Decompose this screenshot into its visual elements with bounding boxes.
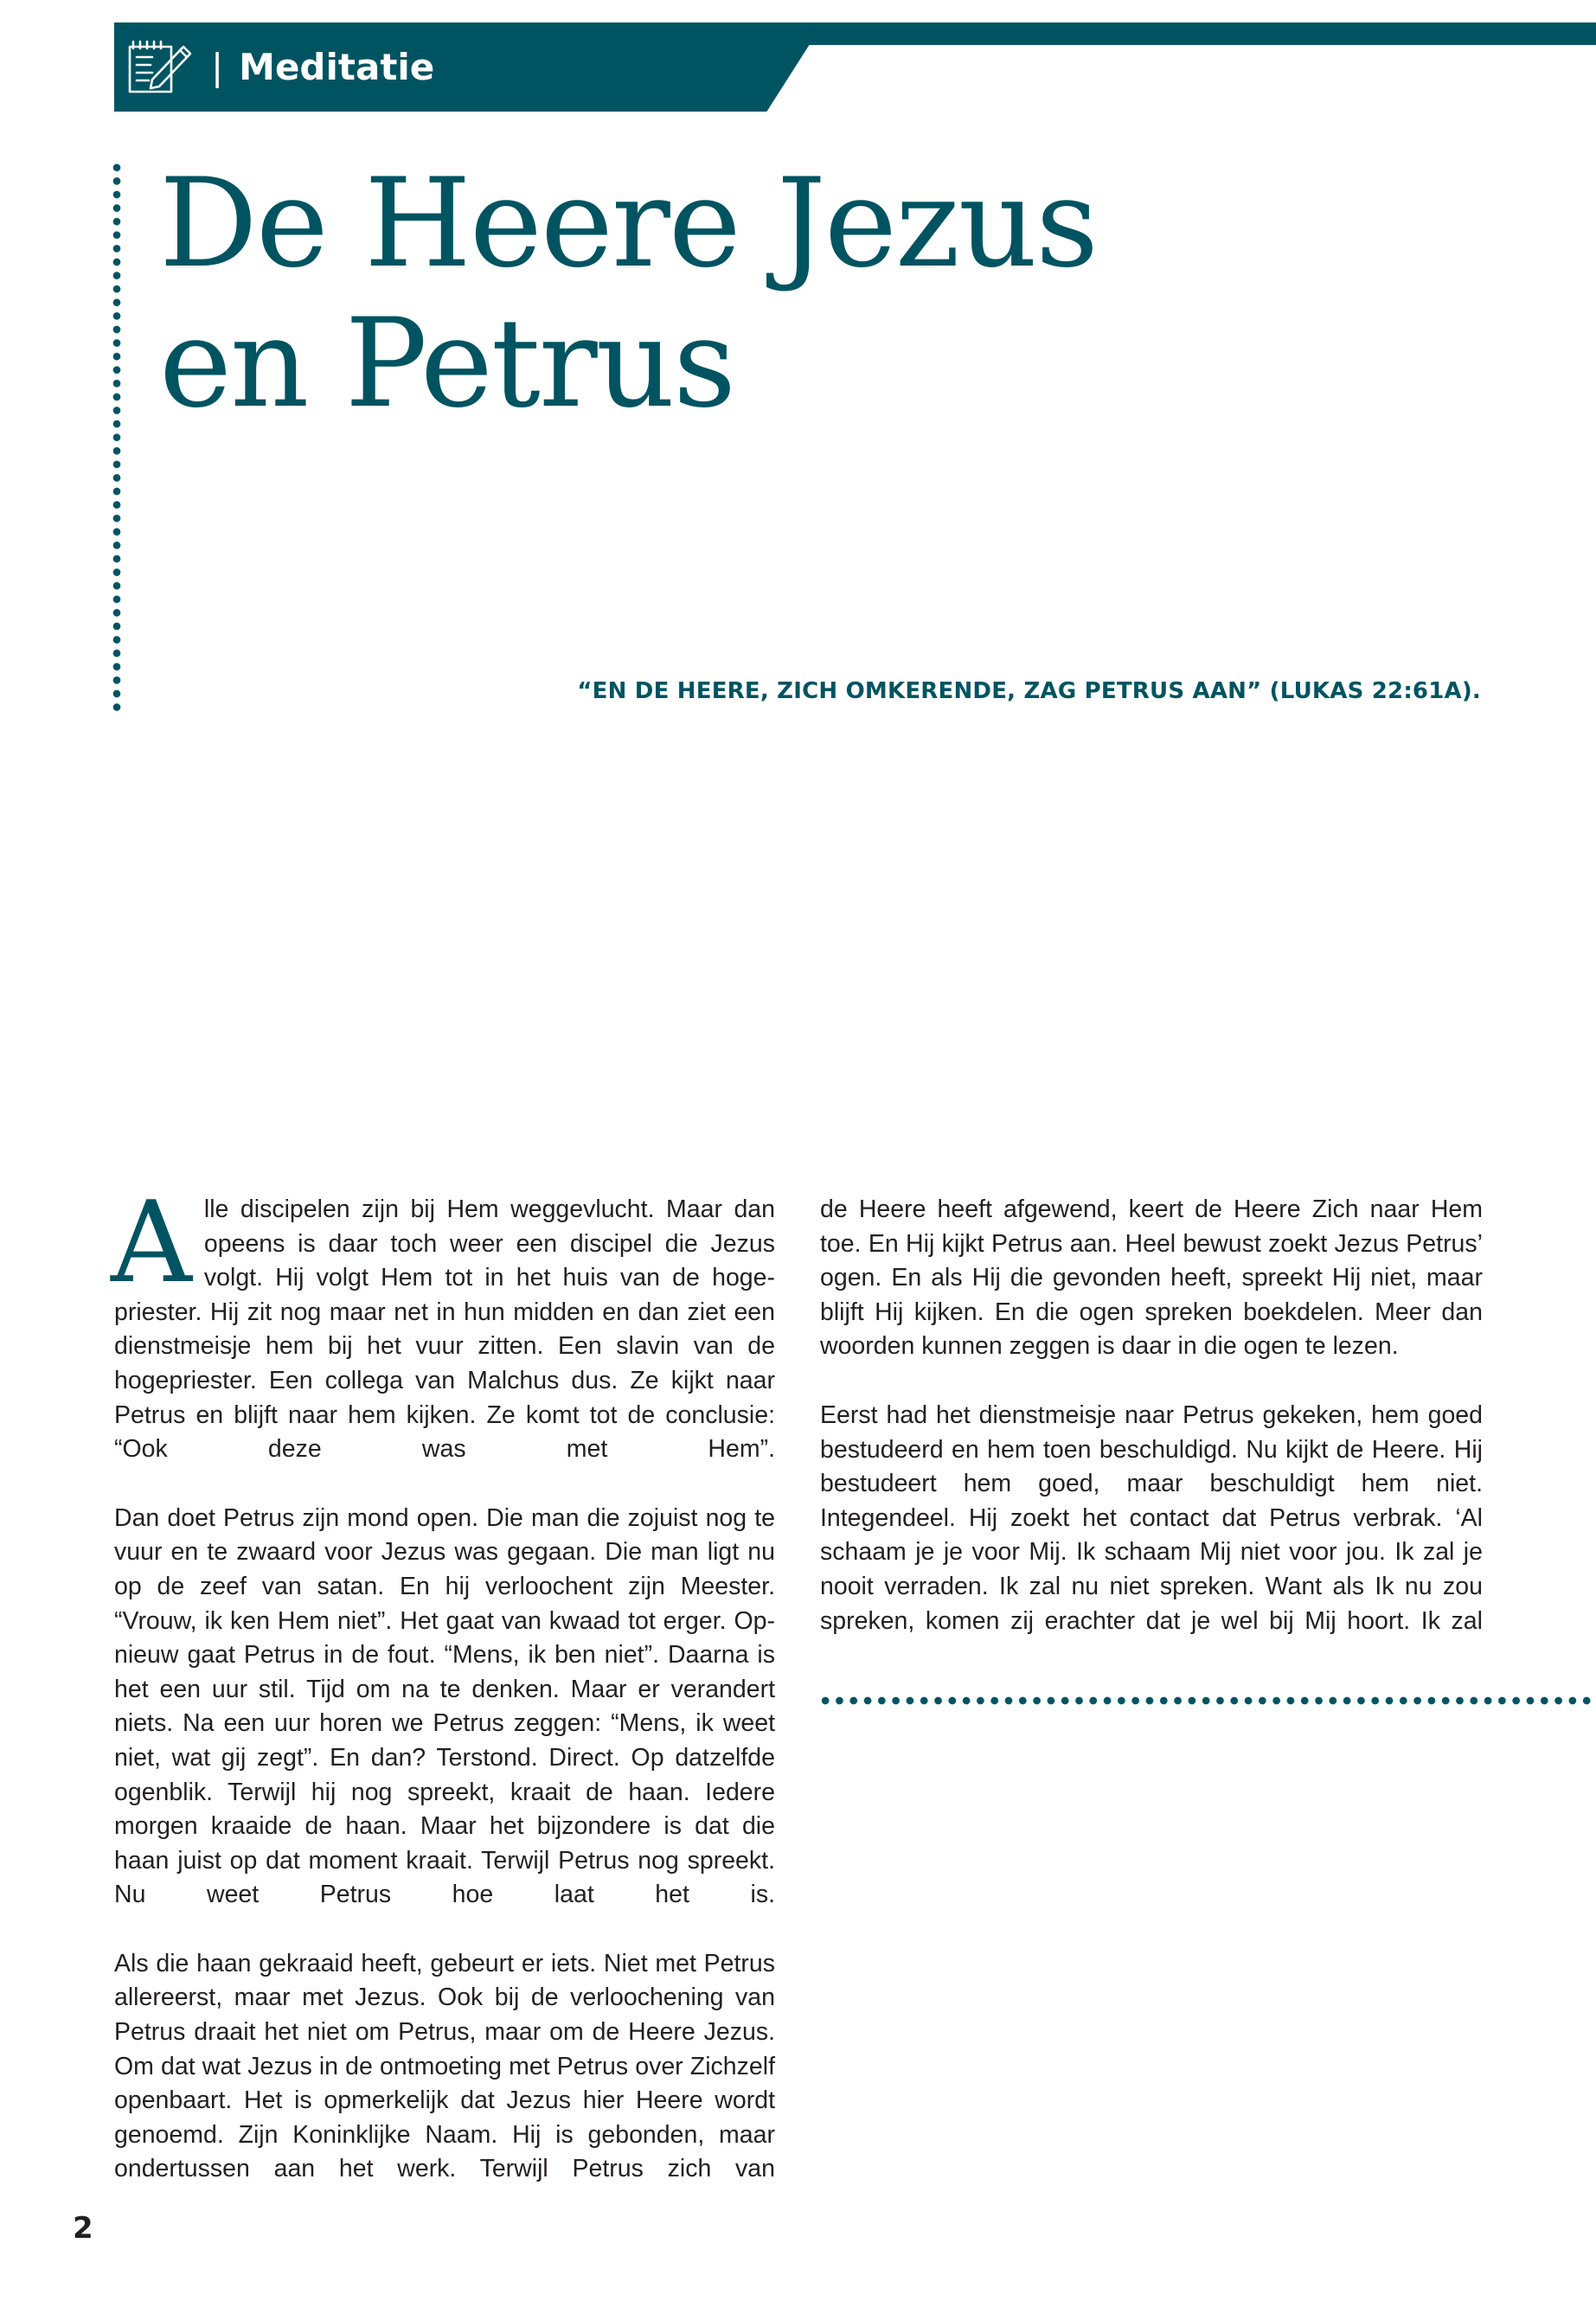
section-title <box>211 42 434 93</box>
paragraph: Dan doet Petrus zijn mond open. Die man die zojuist nog te vuur en te zwaard voor Jezus was gegaan. Die man ligt nu op de zeef van satan. En hij verloochent zijn Meester. “Vrouw, ik ken Hem niet”. Het gaat van kwaad tot erger. Opnieuw gaat Petrus in de fout. “Mens, ik ben niet”. Daarna is het een uur stil. Tijd om na te denken. Maar er verandert niets. Na een uur horen we Petrus zeggen: “Mens, ik weet niet, wat gij zegt”. En dan? Terstond. Direct. Op datzelfde ogenblik. Terwijl hij nog spreekt, kraait de haan. Iedere morgen kraaide de haan. Maar het bijzondere is dat die haan juist op dat moment kraait. Terwijl Petrus nog spreekt. Nu weet Petrus hoe laat het is. <box>114 1503 775 1909</box>
body-column-left <box>111 1176 775 2221</box>
title-line-1: De Heere Jezus <box>159 152 1098 295</box>
horizontal-dotted-rule <box>818 1695 1596 1706</box>
page-number: 2 <box>73 2211 93 2246</box>
article-title <box>159 152 1098 435</box>
separator-bar: | <box>211 46 224 88</box>
paragraph-text: lle discipelen zijn bij Hem weggevlucht. Maar dan opeens is daar toch weer een discipel die Jezus volgt. Hij volgt Hem tot in het huis van de hogepriester. Hij zit nog maar net in hun midden en dan ziet een dienstmeisje hem bij het vuur zitten. Een slavin van de hogepriester. Een collega van Malchus dus. Ze kijkt naar Petrus en blijft naar hem kijken. Ze komt tot de conclusie: “Ook deze was met Hem”. <box>114 1195 775 1464</box>
title-line-2: en Petrus <box>159 292 735 435</box>
paragraph <box>111 1176 775 1467</box>
body-column-right <box>820 1193 1483 1673</box>
pen-and-paper-icon <box>126 38 195 97</box>
section-label: Meditatie <box>239 46 435 88</box>
paragraph: Als die haan gekraaid heeft, gebeurt er iets. Niet met Petrus allereerst, maar met Jezus. Ook bij de verloochening van Petrus draait het niet om Petrus, maar om de Heere Jezus. Om dat wat Jezus in de ontmoeting met Petrus over Zichzelf openbaart. Het is opmerkelijk dat Jezus hier Heere wordt genoemd. Zijn Koninklijke Naam. Hij is gebonden, maar ondertussen aan het werk. Terwijl Petrus zich van <box>114 1949 775 2183</box>
drop-cap: A <box>111 1176 192 1308</box>
vertical-dotted-rule <box>112 161 121 711</box>
header-band-extension <box>779 22 1596 45</box>
scripture-quote: “EN DE HEERE, ZICH OMKERENDE, ZAG PETRUS AAN” (LUKAS 22:61A). <box>577 678 1481 704</box>
paragraph: Eerst had het dienstmeisje naar Petrus gekeken, hem goed bestudeerd en hem toen beschuldigd. Nu kijkt de Heere. Hij bestudeert hem goed, maar beschuldigt hem niet. Integendeel. Hij zoekt het contact dat Petrus verbrak. ‘Al schaam je je voor Mij. Ik schaam Mij niet voor jou. Ik zal je nooit verraden. Ik zal nu niet spreken. Want als Ik nu zou spreken, komen zij erachter dat je wel bij Mij hoort. Ik zal <box>820 1400 1483 1635</box>
paragraph: de Heere heeft afgewend, keert de Heere Zich naar Hem toe. En Hij kijkt Petrus aan. Heel bewust zoekt Jezus Petrus’ ogen. En als Hij die gevonden heeft, spreekt Hij niet, maar blijft Hij kijken. En die ogen spreken boekdelen. Meer dan woorden kunnen zeggen is daar in die ogen te lezen. <box>820 1195 1483 1361</box>
